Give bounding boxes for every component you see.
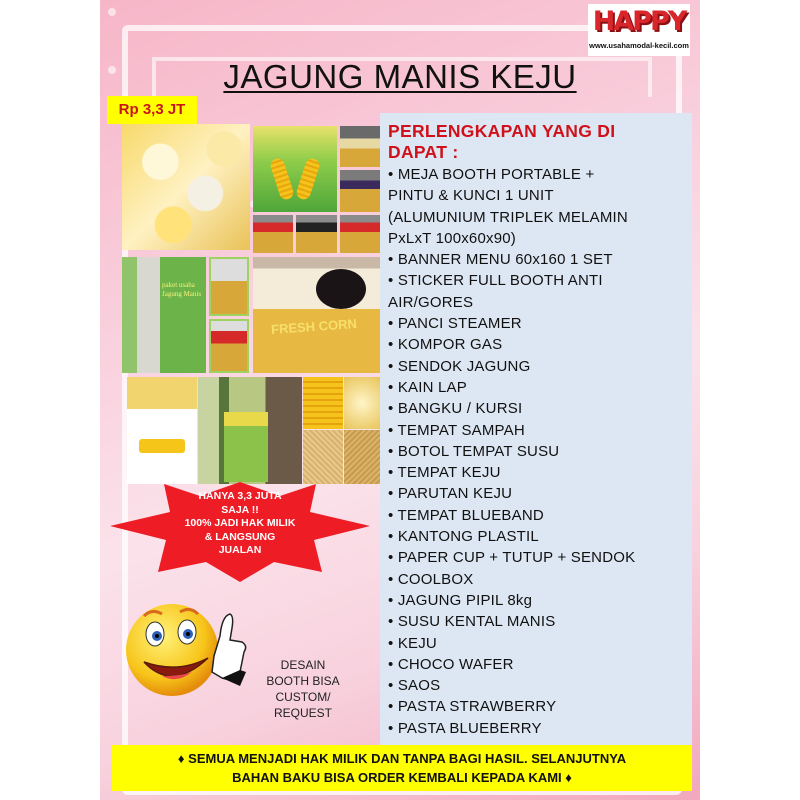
list-item: • TEMPAT SAMPAH: [388, 421, 525, 439]
product-photo-collage: [122, 124, 380, 484]
list-item: • KANTONG PLASTIL: [388, 528, 539, 546]
list-item: (ALUMUNIUM TRIPLEK MELAMIN: [388, 208, 628, 226]
page-title: JAGUNG MANIS KEJU: [223, 58, 577, 95]
list-item: • KAIN LAP: [388, 378, 467, 396]
photo-corn-grits: [344, 430, 380, 484]
logo-wordmark: HAPPY: [592, 6, 686, 37]
list-item: • MEJA BOOTH PORTABLE +: [388, 166, 595, 183]
list-item: • COOLBOX: [388, 570, 474, 588]
photo-cheese-cup: [127, 377, 197, 484]
photo-cup-cheese: [209, 257, 249, 316]
custom-design-note: DESAIN BOOTH BISA CUSTOM/ REQUEST: [266, 658, 340, 720]
photo-corn-kernels: [344, 377, 380, 429]
list-item: • TEMPAT BLUEBAND: [388, 506, 544, 524]
choco-topping: [316, 269, 366, 309]
equipment-list: [388, 164, 684, 739]
list-item: • SENDOK JAGUNG: [388, 357, 531, 375]
list-item: • PARUTAN KEJU: [388, 485, 513, 503]
list-item: • KOMPOR GAS: [388, 336, 503, 354]
list-item: • TEMPAT KEJU: [388, 464, 501, 482]
list-item: • CHOCO WAFER: [388, 655, 514, 673]
list-item: • BANGKU / KURSI: [388, 400, 523, 418]
photo-cup-strawberry: [253, 215, 293, 253]
list-item: PINTU & KUNCI 1 UNIT: [388, 187, 554, 205]
photo-cup-choco: [296, 215, 337, 253]
list-item: • STICKER FULL BOOTH ANTI: [388, 272, 603, 290]
photo-cup-cheese: [340, 126, 380, 167]
footer-line-2: BAHAN BAKU BISA ORDER KEMBALI KEPADA KAMI ♦: [232, 770, 572, 785]
corn-cob-icon: [295, 157, 321, 201]
photo-kiosk: [198, 377, 302, 484]
list-item: • SUSU KENTAL MANIS: [388, 613, 556, 631]
photo-cup-strawberry: [209, 319, 249, 373]
list-item: AIR/GORES: [388, 293, 474, 311]
booth-photo-caption: paket usaha Jagung Manis: [162, 281, 202, 298]
list-item: • PANCI STEAMER: [388, 315, 522, 333]
promo-starburst: [108, 482, 372, 582]
photo-fresh-corn-cup: [253, 257, 380, 373]
list-item: PxLxT 100x60x90): [388, 229, 516, 247]
footer-banner: [112, 745, 692, 791]
corn-cob-icon: [269, 157, 295, 201]
thumbs-up-smiley-icon: [122, 592, 252, 702]
cup-brand-logo: [139, 439, 185, 453]
cup-label: FRESH CORN: [270, 316, 358, 337]
starburst-text: HANYA 3,3 JUTA SAJA !! 100% JADI HAK MILIK & LANGSUNG JUALAN: [184, 490, 296, 556]
kiosk-stand: [224, 412, 268, 482]
logo-url: www.usahamodal-kecil.com: [589, 41, 689, 50]
photo-corn-grits: [303, 430, 343, 484]
list-item: • PAPER CUP + TUTUP + SENDOK: [388, 549, 636, 567]
list-item: • PASTA BLUEBERRY: [388, 719, 542, 737]
equipment-list-panel: [380, 113, 692, 745]
photo-corn-kernels: [122, 124, 250, 250]
list-item: • BANNER MENU 60x160 1 SET: [388, 251, 613, 269]
list-item: • BOTOL TEMPAT SUSU: [388, 442, 560, 460]
photo-cup-strawberry: [340, 215, 380, 253]
list-item: • JAGUNG PIPIL 8kg: [388, 591, 533, 609]
footer-line-1: ♦ SEMUA MENJADI HAK MILIK DAN TANPA BAGI HASIL. SELANJUTNYA: [177, 751, 627, 766]
price-badge: Rp 3,3 JT: [107, 96, 197, 124]
list-item: • KEJU: [388, 634, 437, 652]
happy-logo: [588, 4, 690, 56]
photo-menu-banner: [253, 126, 337, 212]
photo-cup-blueberry: [340, 170, 380, 212]
sparkle-decoration: [108, 8, 116, 16]
photo-corn-cob: [303, 377, 343, 429]
promo-poster: [100, 0, 700, 800]
list-item: • SAOS: [388, 677, 441, 695]
list-item: • PASTA STRAWBERRY: [388, 698, 557, 716]
equipment-heading: PERLENGKAPAN YANG DI DAPAT :: [388, 121, 616, 162]
photo-booth: [122, 257, 206, 373]
